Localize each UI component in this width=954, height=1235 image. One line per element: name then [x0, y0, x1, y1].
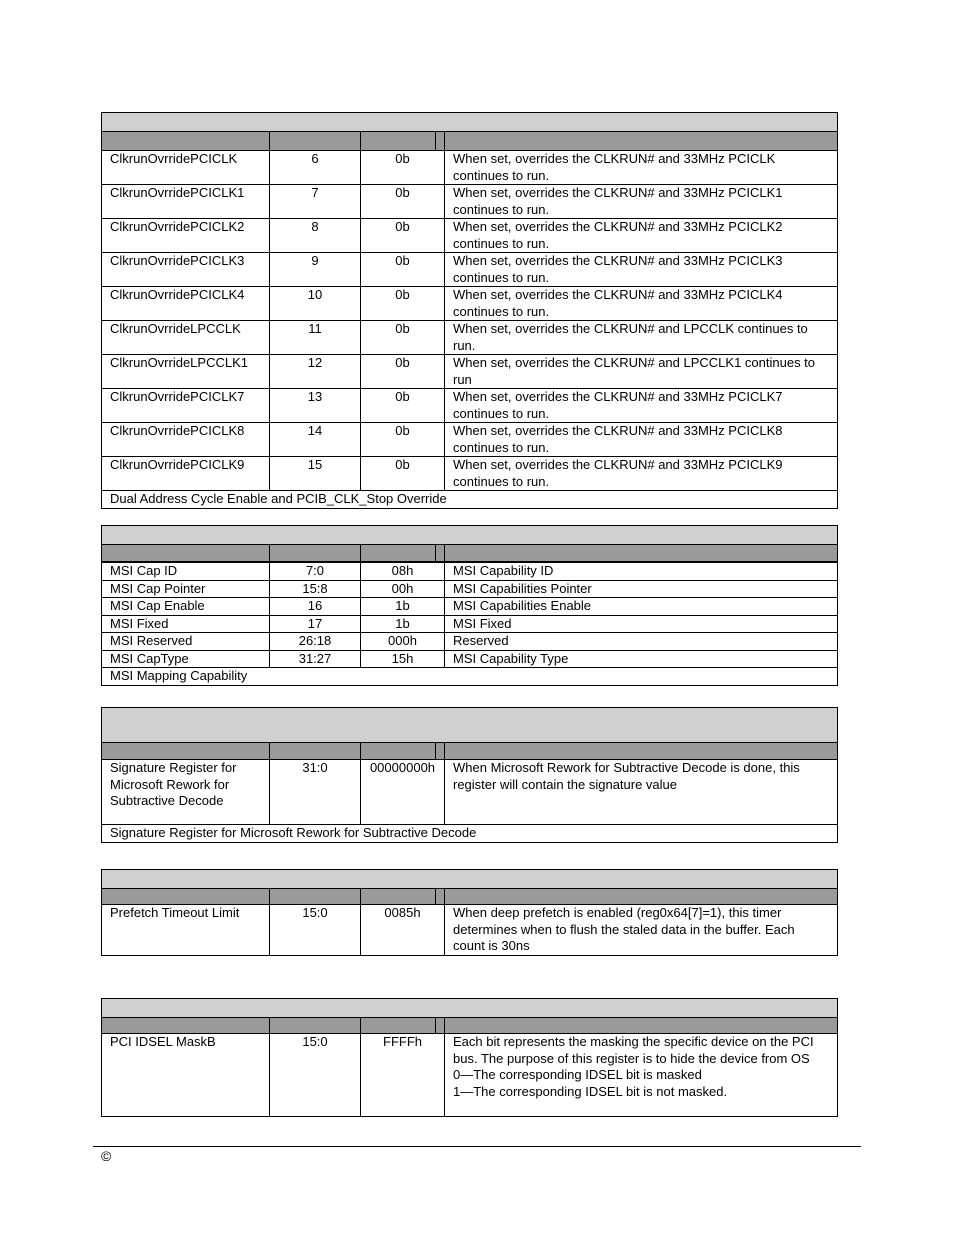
table-title-bar: [102, 113, 838, 132]
default-cell: FFFFh: [361, 1034, 445, 1117]
field-cell: ClkrunOvrridePCICLK: [102, 151, 270, 185]
field-cell: MSI CapType: [102, 650, 270, 668]
idsel-register-table: [101, 998, 838, 1117]
bits-cell: 7: [270, 185, 361, 219]
bits-cell: 14: [270, 423, 361, 457]
table-header-row: [102, 545, 838, 562]
bits-cell: 9: [270, 253, 361, 287]
field-cell: PCI IDSEL MaskB: [102, 1034, 270, 1117]
table-footer-row: [102, 491, 838, 509]
table-footer-text: Signature Register for Microsoft Rework for Subtractive Decode: [102, 825, 838, 843]
description-cell: When set, overrides the CLKRUN# and 33MHz PCICLK4 continues to run.: [445, 287, 838, 321]
description-cell: When deep prefetch is enabled (reg0x64[7]=1), this timer determines when to flush the staled data in the buffer. Each count is 30ns: [445, 905, 838, 956]
description-cell: When set, overrides the CLKRUN# and 33MHz PCICLK continues to run.: [445, 151, 838, 185]
bits-cell: 16: [270, 598, 361, 616]
default-cell: 0b: [361, 321, 445, 355]
table-row: [102, 905, 838, 956]
default-cell: 0b: [361, 457, 445, 491]
table-title-bar: [102, 708, 838, 743]
table-header-row: [102, 132, 838, 151]
table-row: [102, 423, 838, 457]
bits-cell: 15:0: [270, 1034, 361, 1117]
bits-cell: 31:27: [270, 650, 361, 668]
table-footer-row: [102, 668, 838, 686]
table-row: [102, 253, 838, 287]
field-cell: Prefetch Timeout Limit: [102, 905, 270, 956]
description-cell: MSI Capability ID: [445, 563, 838, 581]
table-row: [102, 151, 838, 185]
description-cell: When set, overrides the CLKRUN# and 33MHz PCICLK8 continues to run.: [445, 423, 838, 457]
prefetch-register-table: [101, 869, 838, 956]
default-cell: 1b: [361, 615, 445, 633]
bits-cell: 12: [270, 355, 361, 389]
bits-cell: 8: [270, 219, 361, 253]
table-row: [102, 185, 838, 219]
bits-cell: 31:0: [270, 760, 361, 825]
field-cell: ClkrunOvrridePCICLK2: [102, 219, 270, 253]
clkrun-register-table: [101, 112, 838, 509]
bits-cell: 26:18: [270, 633, 361, 651]
footer-divider: [93, 1146, 861, 1147]
table-row: [102, 355, 838, 389]
field-cell: MSI Cap Pointer: [102, 580, 270, 598]
table-row: [102, 287, 838, 321]
field-cell: ClkrunOvrridePCICLK3: [102, 253, 270, 287]
field-cell: MSI Reserved: [102, 633, 270, 651]
table-row: [102, 389, 838, 423]
default-cell: 0b: [361, 185, 445, 219]
description-cell: MSI Fixed: [445, 615, 838, 633]
field-cell: Signature Register for Microsoft Rework for Subtractive Decode: [102, 760, 270, 825]
description-cell: MSI Capabilities Pointer: [445, 580, 838, 598]
field-cell: ClkrunOvrridePCICLK4: [102, 287, 270, 321]
table-row: [102, 760, 838, 825]
default-cell: 15h: [361, 650, 445, 668]
default-cell: 0b: [361, 287, 445, 321]
default-cell: 000h: [361, 633, 445, 651]
table-footer-text: MSI Mapping Capability: [102, 668, 838, 686]
table-row: [102, 650, 838, 668]
field-cell: ClkrunOvrridePCICLK1: [102, 185, 270, 219]
description-cell: MSI Capabilities Enable: [445, 598, 838, 616]
description-line: 1—The corresponding IDSEL bit is not masked.: [453, 1083, 728, 1099]
bits-cell: 17: [270, 615, 361, 633]
bits-cell: 6: [270, 151, 361, 185]
description-cell: Reserved: [445, 633, 838, 651]
table-row: [102, 1034, 838, 1117]
bits-cell: 7:0: [270, 563, 361, 581]
copyright-symbol: ©: [101, 1148, 112, 1164]
bits-cell: 10: [270, 287, 361, 321]
bits-cell: 15:0: [270, 905, 361, 956]
table-row: [102, 633, 838, 651]
table-footer-row: [102, 825, 838, 843]
description-cell: When set, overrides the CLKRUN# and 33MHz PCICLK1 continues to run.: [445, 185, 838, 219]
default-cell: 08h: [361, 563, 445, 581]
description-cell: [445, 1034, 838, 1117]
field-cell: ClkrunOvrridePCICLK8: [102, 423, 270, 457]
bits-cell: 15:8: [270, 580, 361, 598]
table-row: [102, 219, 838, 253]
default-cell: 0b: [361, 423, 445, 457]
default-cell: 0b: [361, 219, 445, 253]
table-title-bar: [102, 870, 838, 889]
description-cell: When set, overrides the CLKRUN# and LPCCLK continues to run.: [445, 321, 838, 355]
field-cell: MSI Cap ID: [102, 563, 270, 581]
table-row: [102, 457, 838, 491]
description-cell: When set, overrides the CLKRUN# and 33MHz PCICLK9 continues to run.: [445, 457, 838, 491]
description-cell: MSI Capability Type: [445, 650, 838, 668]
bits-cell: 11: [270, 321, 361, 355]
description-cell: When set, overrides the CLKRUN# and LPCCLK1 continues to run: [445, 355, 838, 389]
description-cell: When set, overrides the CLKRUN# and 33MHz PCICLK7 continues to run.: [445, 389, 838, 423]
description-line: Each bit represents the masking the specific device on the PCI bus. The purpose of this register is to hide the device from OS: [453, 1034, 814, 1066]
table-header-row: [102, 1018, 838, 1034]
field-cell: ClkrunOvrridePCICLK7: [102, 389, 270, 423]
bits-cell: 15: [270, 457, 361, 491]
msi-register-table: [101, 525, 838, 686]
default-cell: 0b: [361, 253, 445, 287]
field-cell: MSI Cap Enable: [102, 598, 270, 616]
table-footer-text: Dual Address Cycle Enable and PCIB_CLK_Stop Override: [102, 491, 838, 509]
default-cell: 0b: [361, 389, 445, 423]
field-cell: MSI Fixed: [102, 615, 270, 633]
bits-cell: 13: [270, 389, 361, 423]
table-row: [102, 615, 838, 633]
table-title-bar: [102, 526, 838, 545]
table-header-row: [102, 743, 838, 760]
table-row: [102, 598, 838, 616]
default-cell: 0085h: [361, 905, 445, 956]
signature-register-table: [101, 707, 838, 843]
description-cell: When set, overrides the CLKRUN# and 33MHz PCICLK2 continues to run.: [445, 219, 838, 253]
default-cell: 0b: [361, 355, 445, 389]
table-row: [102, 321, 838, 355]
description-line: 0—The corresponding IDSEL bit is masked: [453, 1067, 702, 1082]
default-cell: 00000000h: [361, 760, 445, 825]
table-row: [102, 563, 838, 581]
field-cell: ClkrunOvrridePCICLK9: [102, 457, 270, 491]
field-cell: ClkrunOvrrideLPCCLK1: [102, 355, 270, 389]
table-row: [102, 580, 838, 598]
description-cell: When set, overrides the CLKRUN# and 33MHz PCICLK3 continues to run.: [445, 253, 838, 287]
default-cell: 0b: [361, 151, 445, 185]
default-cell: 00h: [361, 580, 445, 598]
description-cell: When Microsoft Rework for Subtractive Decode is done, this register will contain the signature value: [445, 760, 838, 825]
default-cell: 1b: [361, 598, 445, 616]
table-header-row: [102, 889, 838, 905]
field-cell: ClkrunOvrrideLPCCLK: [102, 321, 270, 355]
table-title-bar: [102, 999, 838, 1018]
